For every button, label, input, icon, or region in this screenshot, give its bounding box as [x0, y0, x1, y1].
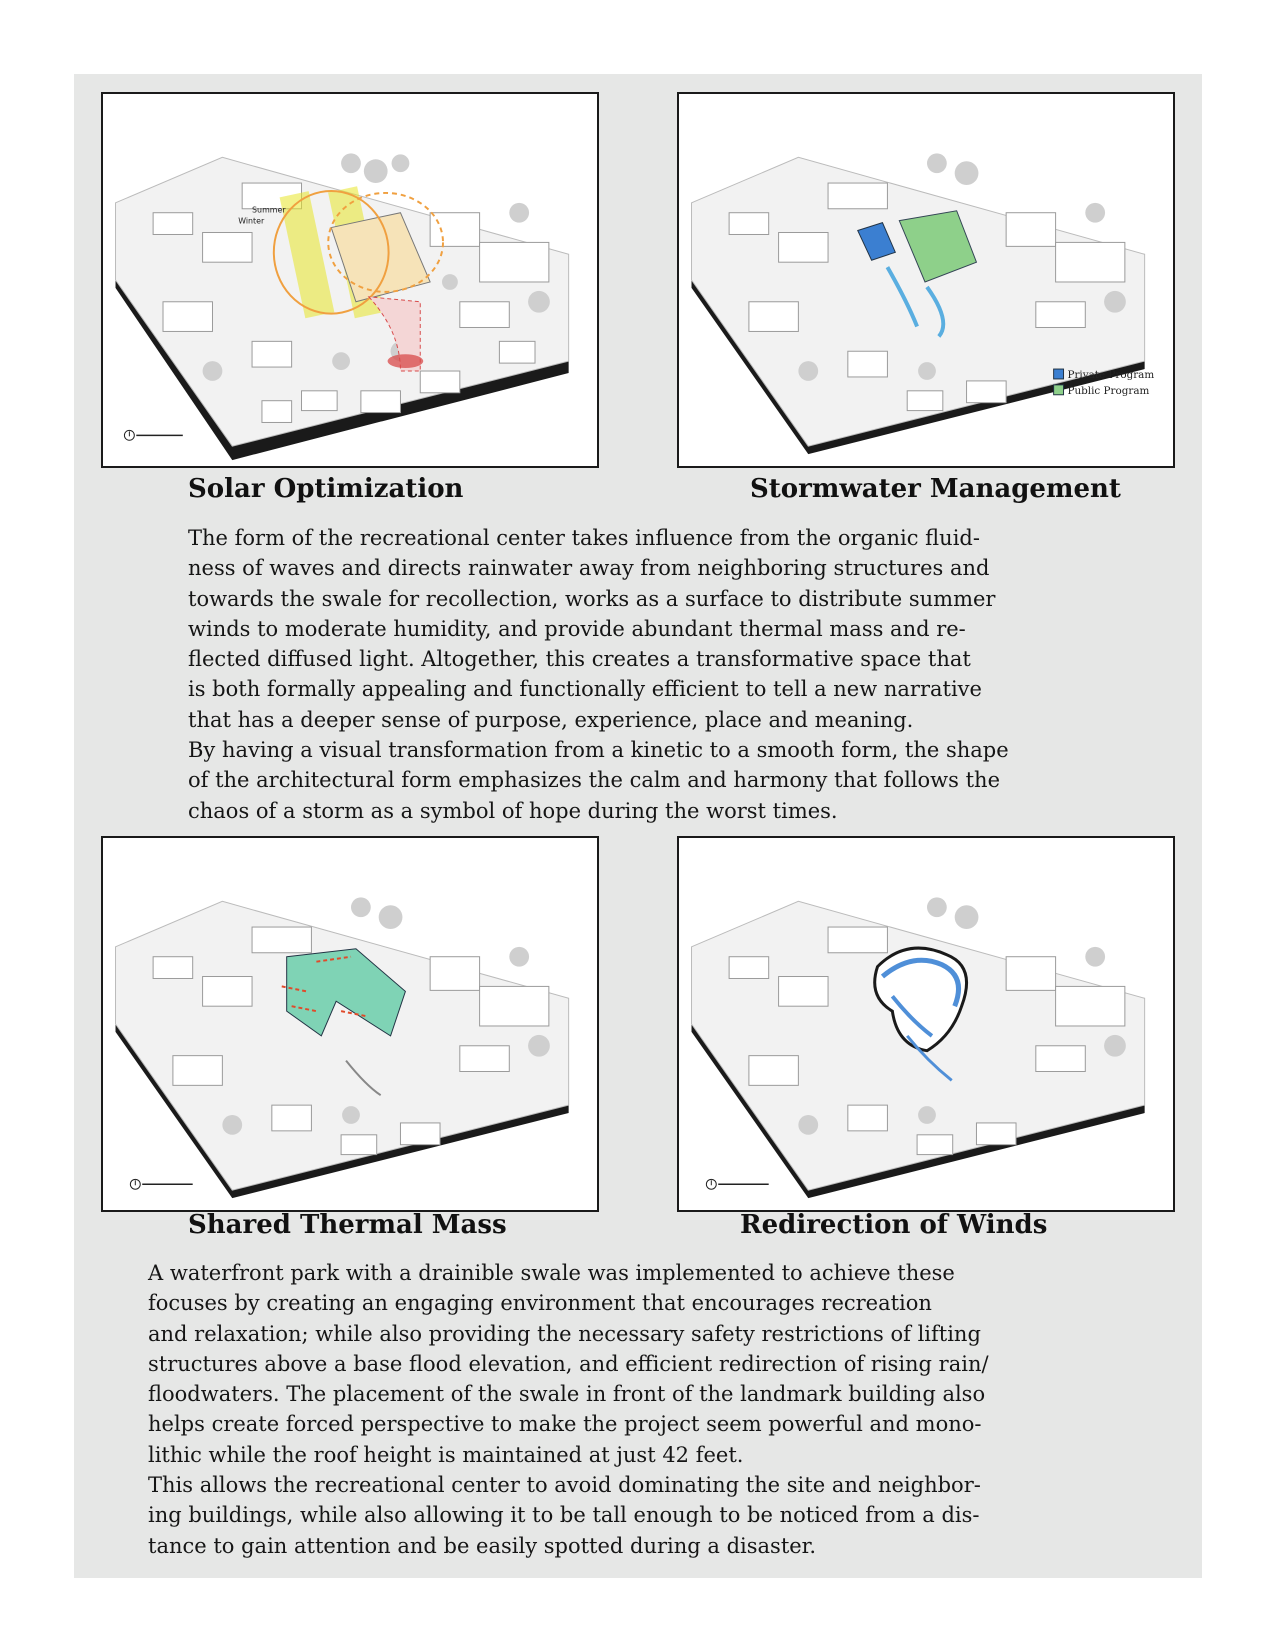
solar-optimization-diagram — [101, 92, 599, 468]
private-program-swatch — [1054, 369, 1064, 379]
paragraph-swale: A waterfront park with a drainible swale was implemented to achieve these focuses by creating an engaging environment that encourages recreation and relaxation; while also providing the necessary safety restrictions of lifting structures above a base flood elevation, and efficient redirection of rising rain/ floodwaters. The placement of the swale in front of the landmark building also helps create forced perspective to make the project seem powerful and mono- lithic while the roof height is maintained at just 42 feet. This allows the recreational center to avoid dominating the site and neighbor- ing buildings, while also allowing it to be tall enough to be noticed from a dis- tance to gain attention and be easily spotted during a disaster. — [148, 1261, 989, 1558]
winds-site-axonometric — [679, 838, 1173, 1210]
summer-label: Summer — [252, 205, 286, 215]
north-arrow-icon — [706, 1179, 768, 1189]
redirection-of-winds-diagram — [677, 836, 1175, 1212]
shared-thermal-mass-diagram — [101, 836, 599, 1212]
north-arrow-icon — [124, 430, 182, 440]
stormwater-site-axonometric — [679, 94, 1173, 466]
private-program-label: Private Program — [1067, 368, 1155, 381]
winter-label: Winter — [238, 216, 265, 226]
stormwater-management-diagram — [677, 92, 1175, 468]
winds-caption: Redirection of Winds — [740, 1210, 1048, 1240]
paragraph-intro: The form of the recreational center takes influence from the organic fluid- ness of waves and directs rainwater away from neighboring structures and towards the swale for recollection, works as a surface to distribute summer winds to moderate humidity, and provide abundant thermal mass and re- flected diffused light. Altogether, this creates a transformative space that is both formally appealing and functionally efficient to tell a new narrative that has a deeper sense of purpose, experience, place and meaning. By having a visual transformation from a kinetic to a smooth form, the shape of the architectural form emphasizes the calm and harmony that follows the chaos of a storm as a symbol of hope during the worst times. — [188, 526, 1009, 823]
north-arrow-icon — [130, 1179, 192, 1189]
thermal-caption: Shared Thermal Mass — [188, 1210, 507, 1240]
public-program-swatch — [1054, 385, 1064, 395]
solar-caption: Solar Optimization — [188, 474, 464, 504]
thermal-site-axonometric — [103, 838, 597, 1210]
stormwater-caption: Stormwater Management — [750, 474, 1121, 504]
solar-site-axonometric — [103, 94, 597, 466]
public-program-label: Public Program — [1067, 384, 1150, 397]
